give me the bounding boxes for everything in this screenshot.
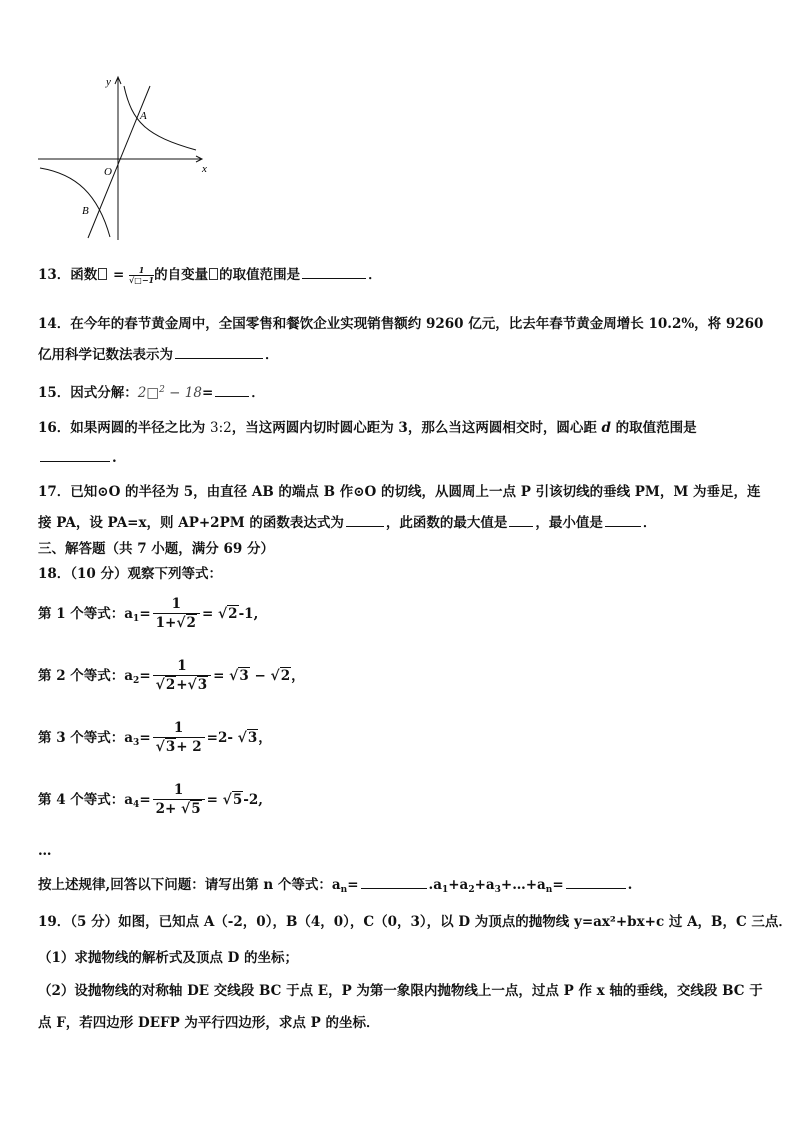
question-18-title: 18．（10 分）观察下列等式： <box>38 566 223 582</box>
equation-4: 第 4 个等式：$a_4=$ $\frac{1}{2+ √5}$ = √5-2, <box>38 782 263 817</box>
line-through-origin <box>88 86 150 238</box>
q13-fraction: $\frac{1}{√□-1}$ <box>129 265 155 285</box>
question-19-part1: （1）求抛物线的解析式及顶点 D 的坐标； <box>38 950 298 966</box>
answer-blank-14[interactable] <box>175 345 263 359</box>
ellipsis: … <box>38 843 52 859</box>
section-heading: 三、解答题（共 7 小题，满分 69 分） <box>38 541 274 557</box>
answer-blank-18b[interactable] <box>566 875 626 889</box>
question-14-line1: 14．在今年的春节黄金周中，全国零售和餐饮企业实现销售额约 9260 亿元，比去年春节黄金周增长 10.2%，将 9260 <box>38 316 764 332</box>
answer-blank-15[interactable] <box>215 383 249 397</box>
answer-blank-17a[interactable] <box>346 513 384 527</box>
equation-1: 第 1 个等式：$a_1=$ $\frac{1}{1+√2}$ = √2-1, <box>38 596 259 631</box>
equation-2: 第 2 个等式：$a_2=$ $\frac{1}{√2+√3}$ = √3 − √2， <box>38 658 305 693</box>
question-19-part2-line1: （2）设抛物线的对称轴 DE 交线段 BC 于点 E，P 为第一象限内抛物线上一点，过点 P 作 x 轴的垂线，交线段 BC 于 <box>38 983 763 999</box>
eq1-fraction: $\frac{1}{1+√2}$ <box>153 596 200 633</box>
question-18-ask: 按上述规律,回答以下问题：请写出第 n 个等式：$a_n=$ $.a_1+a_2+a_3+\dots+a_n=$ . <box>38 877 633 895</box>
function-graph <box>36 72 216 242</box>
placeholder-glyph <box>98 268 107 280</box>
hyperbola-branch-lower <box>40 168 110 237</box>
question-19-line1: 19．（5 分）如图，已知点 A（-2，0），B（4，0），C（0，3），以 D 为顶点的抛物线 y=ax²+bx+c 过 A，B，C 三点． <box>38 914 792 930</box>
hyperbola-branch-upper <box>124 86 196 150</box>
eq4-fraction: $\frac{1}{2+ √5}$ <box>153 782 205 819</box>
y-axis-label: y <box>106 76 111 88</box>
question-15: 15．因式分解：2□$^2$ − 18= ． <box>38 385 265 401</box>
placeholder-glyph <box>209 268 218 280</box>
equation-3: 第 3 个等式：$a_3=$ $\frac{1}{√3+ 2}$ =2- √3， <box>38 720 272 755</box>
question-14-line2: 亿用科学记数法表示为 ． <box>38 347 279 363</box>
question-17-line2: 接 PA，设 PA=x，则 AP+2PM 的函数表达式为 ，此函数的最大值是 ，最小值是 ． <box>38 515 657 531</box>
x-axis-label: x <box>202 163 207 175</box>
answer-blank-16[interactable] <box>40 448 110 462</box>
answer-blank-17c[interactable] <box>605 513 641 527</box>
question-16-line2: . <box>38 448 117 466</box>
q15-expression: 2□$^2$ − 18 <box>137 385 202 401</box>
question-16-line1: 16．如果两圆的半径之比为 3:2，当这两圆内切时圆心距为 3，那么当这两圆相交时，圆心距 d 的取值范围是 <box>38 420 697 436</box>
answer-blank-17b[interactable] <box>509 513 533 527</box>
origin-label: O <box>104 166 112 178</box>
question-13: 13．函数 = $\frac{1}{√□-1}$ 的自变量 的取值范围是 ． <box>38 265 382 285</box>
point-a-label: A <box>140 110 147 122</box>
point-b-label: B <box>82 205 89 217</box>
answer-blank-18a[interactable] <box>361 875 427 889</box>
question-19-part2-line2: 点 F，若四边形 DEFP 为平行四边形，求点 P 的坐标． <box>38 1015 380 1031</box>
answer-blank-13[interactable] <box>302 265 366 279</box>
eq3-fraction: $\frac{1}{√3+ 2}$ <box>153 720 205 757</box>
eq2-fraction: $\frac{1}{√2+√3}$ <box>153 658 212 695</box>
question-17-line1: 17．已知⊙O 的半径为 5，由直径 AB 的端点 B 作⊙O 的切线，从圆周上一点 P 引该切线的垂线 PM，M 为垂足，连 <box>38 484 761 500</box>
